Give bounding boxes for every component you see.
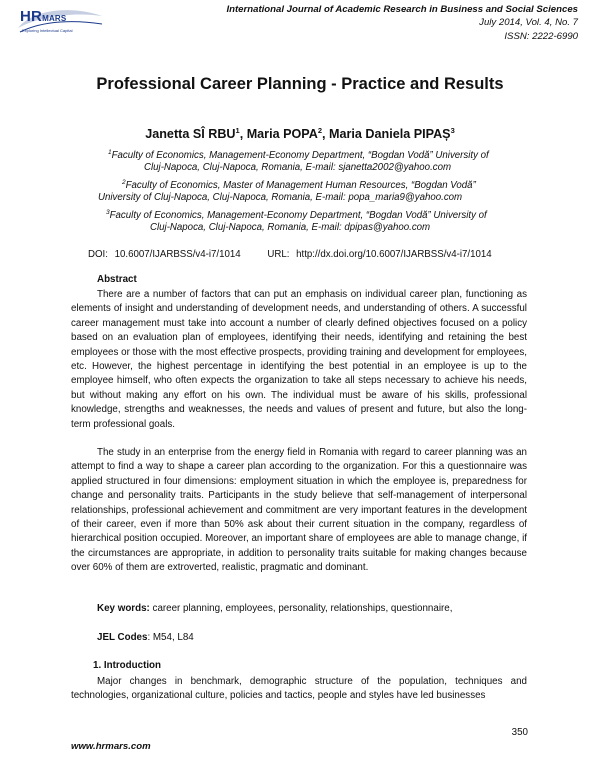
jel-value: : M54, L84: [147, 632, 194, 643]
logo-text: HRMARS: [20, 8, 67, 25]
author-name: Maria POPA: [246, 127, 318, 142]
page-number: 350: [511, 727, 528, 738]
logo-tagline: Exploring Intellectual Capital: [22, 28, 73, 33]
abstract-paragraph: The study in an enterprise from the energy field in Romania with regard to career planning was an attempt to find a way to shape a career plan according to the organization. For this a questionnaire was applied structured in four dimensions: employment situation in which the employee is, preparedness for change and personality traits. Participants in the study believe that self-management of interpersonal relationships, professional achievement and commitment are very important features in the development of their career, even if more than 50% ask about their current situation in the company, regardless of hierarchical position occupied. Moreover, an important share of employees are able to manage change, if the circumstances are appropriate, in addition to personality traits suitable for making changes because over 60% of them are extroverted, realistic, pragmatic and dominant.: [71, 447, 527, 574]
affiliation-3: $^3$Faculty of Economics, Management-Economy Department, “Bogdan Vodă” University of: [106, 209, 487, 222]
affiliation-1-line2: Cluj-Napoca, Cluj-Napoca, Romania, E-mail: sjanetta2002@yahoo.com: [144, 162, 452, 173]
affiliation-1: $^1$Faculty of Economics, Management-Economy Department, “Bogdan Vodă” University of: [108, 149, 489, 162]
journal-header: [226, 3, 578, 43]
journal-issue: July 2014, Vol. 4, No. 7: [479, 17, 578, 29]
keywords-value: career planning, employees, personality, relationships, questionnaire,: [152, 603, 453, 614]
introduction-heading: 1. Introduction: [93, 660, 162, 671]
introduction-paragraph: Major changes in benchmark, demographic structure of the population, techniques and technologies, organizational culture, policies and tactics, people and styles have led businesses: [71, 676, 527, 702]
keywords-label: Key words:: [97, 603, 150, 614]
journal-issn: ISSN: 2222-6990: [504, 30, 578, 42]
affiliation-3-line2: Cluj-Napoca, Cluj-Napoca, Romania, E-mail: dpipas@yahoo.com: [150, 222, 431, 233]
journal-name: International Journal of Academic Research in Business and Social Sciences: [226, 4, 578, 15]
jel-label: JEL Codes: [97, 632, 148, 643]
doi-value[interactable]: 10.6007/IJARBSS/v4-i7/1014: [114, 249, 241, 260]
jel-codes: [97, 632, 194, 643]
author-name: Janetta SÎ RBU: [145, 127, 236, 142]
url-label: URL:: [267, 249, 290, 260]
affiliation-2: $^2$Faculty of Economics, Master of Management Human Resources, “Bogdan Vodă”: [122, 179, 476, 192]
doi-line: [88, 249, 496, 260]
keywords: [97, 603, 452, 614]
abstract-paragraph: There are a number of factors that can put an emphasis on individual career plan, functioning as elements of insight and understanding of development needs, and understanding of others. A successful career management must take into account a number of clearly defined objectives focused on a policy based on an evaluation plan of employees, identifying their needs, identifying and retaining the best employees or those with the most effective prospects, providing training and development for employees, etc. However, the highest percentage in identifying the best potential in an employee is up to the employee himself, who often expects the organization to take all steps necessary to achieve his needs, but without making any effort on his own. The individual must be aware of his skills, professional knowledge, strengths and weaknesses, the needs and values of present and future, but also the long-term professional goals.: [71, 289, 527, 430]
affiliation-2-line2: University of Cluj-Napoca, Cluj-Napoca, Romania, E-mail: popa_maria9@yahoo.com: [98, 192, 463, 203]
doi-label: DOI:: [88, 249, 108, 260]
paper-title: Professional Career Planning - Practice and Results: [96, 75, 504, 93]
abstract-heading: Abstract: [97, 274, 137, 285]
author-list: Janetta SÎ RBU$^1$, Maria POPA$^2$, Maria Daniela PIPAȘ$^3$: [145, 126, 455, 142]
author-name: Maria Daniela PIPAȘ: [329, 127, 451, 142]
footer-website[interactable]: www.hrmars.com: [71, 741, 151, 752]
url-value[interactable]: http://dx.doi.org/10.6007/IJARBSS/v4-i7/1014: [296, 249, 492, 260]
